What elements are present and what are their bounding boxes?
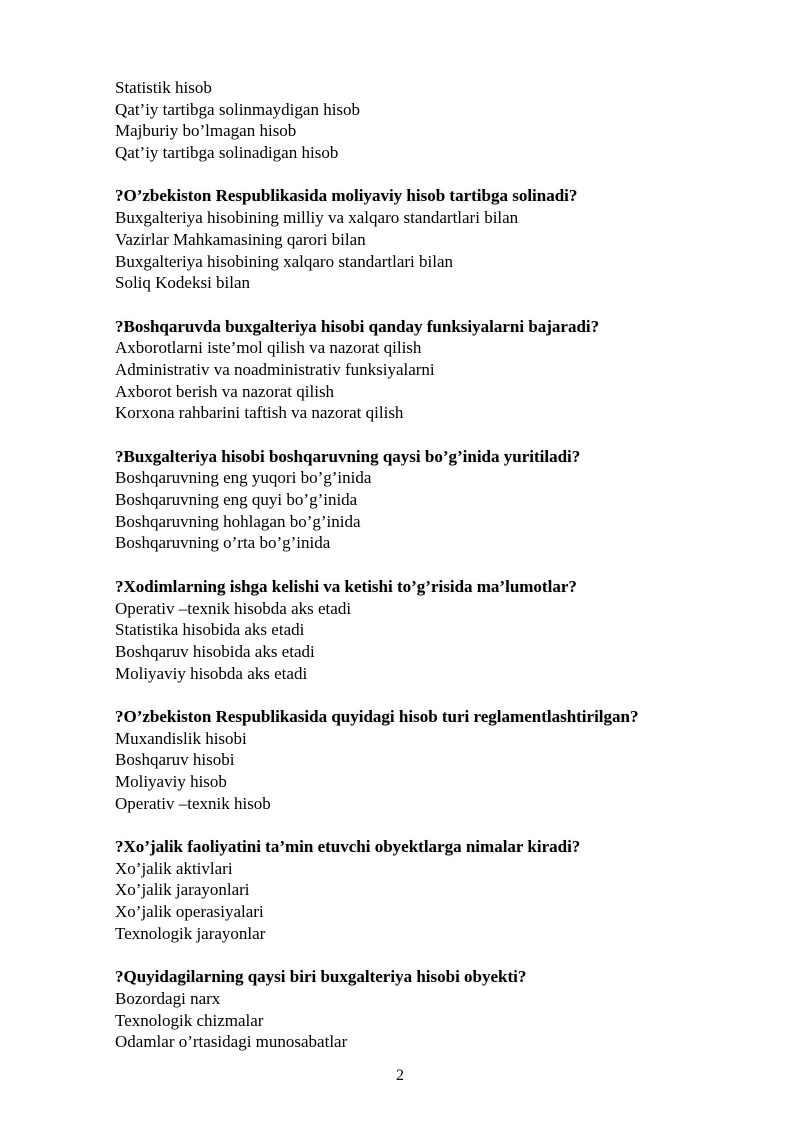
answer-option: Korxona rahbarini taftish va nazorat qilish <box>115 403 404 423</box>
question-text: ?O’zbekiston Respublikasida moliyaviy hisob tartibga solinadi? <box>115 186 578 206</box>
answer-option: Boshqaruvning eng yuqori bo’g’inida <box>115 468 372 488</box>
answer-option: Statistika hisobida aks etadi <box>115 620 305 640</box>
question-block <box>115 836 755 944</box>
answer-option: Operativ –texnik hisob <box>115 793 271 813</box>
question-text: ?Boshqaruvda buxgalteriya hisobi qanday funksiyalarni bajaradi? <box>115 316 600 336</box>
answer-option: Majburiy bo’lmagan hisob <box>115 121 297 141</box>
answer-option: Boshqaruvning eng quyi bo’g’inida <box>115 490 358 510</box>
answer-option: Buxgalteriya hisobining xalqaro standartlari bilan <box>115 251 454 271</box>
answer-option: Vazirlar Mahkamasining qarori bilan <box>115 229 366 249</box>
answer-option: Boshqaruv hisobida aks etadi <box>115 641 315 661</box>
answer-option: Boshqaruvning o’rta bo’g’inida <box>115 533 331 553</box>
answer-option: Qat’iy tartibga solinmaydigan hisob <box>115 99 361 119</box>
question-block <box>115 576 755 684</box>
answer-option: Bozordagi narx <box>115 988 221 1008</box>
question-text: ?Buxgalteriya hisobi boshqaruvning qaysi bo’g’inida yuritiladi? <box>115 446 581 466</box>
answer-option: Xo’jalik operasiyalari <box>115 902 264 922</box>
question-text: ?Xodimlarning ishga kelishi va ketishi to’g’risida ma’lumotlar? <box>115 576 577 596</box>
answer-option: Moliyaviy hisob <box>115 772 227 791</box>
question-block <box>115 185 755 293</box>
answer-option: Xo’jalik aktivlari <box>115 858 233 878</box>
answer-option: Axborot berish va nazorat qilish <box>115 381 335 401</box>
question-text: ?Xo’jalik faoliyatini ta’min etuvchi obyektlarga nimalar kiradi? <box>115 837 581 857</box>
answer-option: Texnologik jarayonlar <box>115 923 266 943</box>
answer-option: Odamlar o’rtasidagi munosabatlar <box>115 1032 348 1052</box>
question-block <box>115 446 755 554</box>
answer-option: Muxandislik hisobi <box>115 728 247 748</box>
question-text: ?Quyidagilarning qaysi biri buxgalteriya hisobi obyekti? <box>115 967 527 987</box>
page-content <box>115 77 755 1053</box>
question-block <box>115 706 755 814</box>
answer-option: Texnologik chizmalar <box>115 1010 264 1030</box>
answer-option: Buxgalteriya hisobining milliy va xalqaro standartlari bilan <box>115 208 519 228</box>
question-block <box>115 966 755 1053</box>
answer-option: Qat’iy tartibga solinadigan hisob <box>115 143 339 163</box>
leading-option-list <box>115 77 755 164</box>
answer-option: Boshqaruv hisobi <box>115 750 235 770</box>
question-block <box>115 316 755 424</box>
answer-option: Administrativ va noadministrativ funksiyalarni <box>115 359 435 379</box>
answer-option: Statistik hisob <box>115 78 212 97</box>
page-number: 2 <box>396 1067 404 1084</box>
answer-option: Operativ –texnik hisobda aks etadi <box>115 598 352 618</box>
answer-option: Xo’jalik jarayonlari <box>115 880 250 900</box>
answer-option: Soliq Kodeksi bilan <box>115 273 251 293</box>
answer-option: Axborotlarni iste’mol qilish va nazorat qilish <box>115 338 422 358</box>
answer-option: Boshqaruvning hohlagan bo’g’inida <box>115 511 361 531</box>
answer-option: Moliyaviy hisobda aks etadi <box>115 663 308 683</box>
question-text: ?O’zbekiston Respublikasida quyidagi hisob turi reglamentlashtirilgan? <box>115 706 639 726</box>
